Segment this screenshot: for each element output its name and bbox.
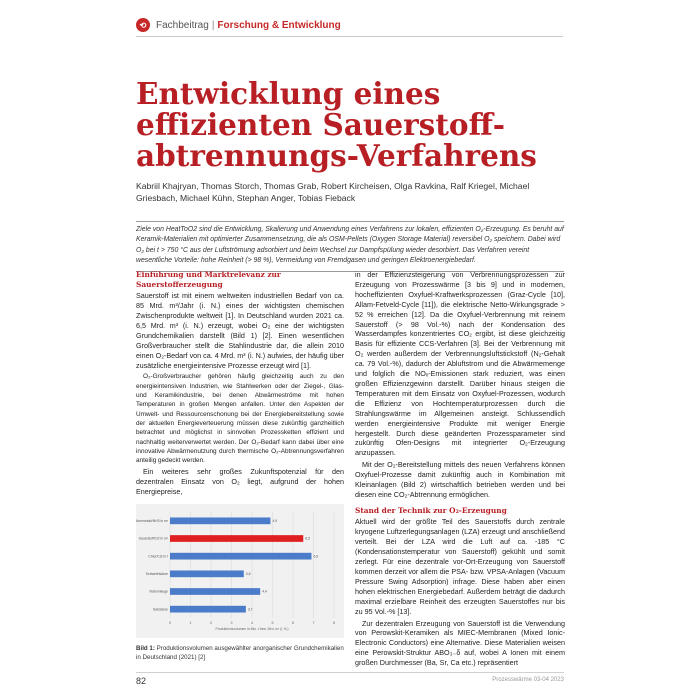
title-line: effizienten Sauerstoff-	[136, 107, 506, 142]
section-heading: Stand der Technik zur O₂-Erzeugung	[355, 505, 507, 515]
paragraph: Ein weiteres sehr großes Zukunftspotenzial für den dezentralen Einsatz von O₂ liegt, aufgrund der hohen Energiepreise,	[136, 467, 344, 497]
figure-caption	[136, 644, 344, 662]
title-line: abtrennungs-Verfahrens	[136, 138, 537, 173]
x-tick-label: 7	[312, 621, 315, 625]
bar	[170, 535, 303, 542]
x-axis-label: Produktionsvolumen in Mio. t bzw. Mrd. m³ (i. N.)	[215, 627, 289, 631]
bar	[170, 606, 246, 613]
category-label: Ammoniak/NH3 in m³	[136, 519, 168, 524]
journal-logo-icon: ⟲	[136, 18, 150, 32]
category-label: Schwefelsäure	[145, 572, 168, 577]
category-label: Sauerstoff/O2 in m³	[138, 536, 168, 541]
header-divider	[136, 36, 563, 37]
bar	[170, 570, 244, 577]
x-tick-label: 1	[189, 621, 192, 625]
paragraph: Sauerstoff ist mit einem weltweiten industriellen Bedarf von ca. 85 Mrd. m³/Jahr (i. N.) eines der wichtigsten chemischen Zwischenprodukte weltweit [1]. In Deutschland wurden 2021 ca. 6,5 Mrd. m³ (i. N.) erzeugt, wobei O₂ eine der wichtigsten Grundchemikalien darstellt (Bild 1) [2]. Einen wesentlichen Großverbraucher stellt die Stahlindustrie dar, die allein 2010 einen O₂-Bedarf von ca. 4 Mrd. m³ (i. N.) aufwies, der häufig über zusätzliche energieintensive Prozesse erzeugt wird [1].	[136, 291, 344, 370]
x-tick-label: 3	[230, 621, 233, 625]
header-category: Fachbeitrag	[156, 19, 209, 31]
x-tick-label: 2	[210, 621, 212, 625]
x-tick-label: 0	[169, 621, 171, 625]
category-label: Salzsäure	[152, 607, 168, 612]
paragraph: O₂-Großverbraucher gehören häufig gleichzeitig auch zu den energieintensiven Industrien, wie Stahlwerken oder der Ziegel-, Glas- und Keramikindustrie, bei denen Abwärmeströme mit hohen Temperaturen in großen Mengen anfallen. Unter den Aspekten der Umwelt- und Ressourcenschonung bei der Energiebereitstellung sowie der aktuellen Energieverteuerung müssen diese zukünftig ganzheitlich betrachtet und möglichst in sinnvollen Prozessketten effizient und nachhaltig weiterverwertet werden. Der O₂-Bedarf kann dabei über eine innovative Abwärmenutzung durch thermische O₂-Abtrennungsverfahren anteilig gedeckt werden.	[136, 373, 344, 465]
section-heading: Einführung und Marktrelevanz zur Sauerstofferzeugung	[136, 270, 281, 289]
footer-divider	[136, 672, 564, 673]
author-list: Kabriil Khajryan, Thomas Storch, Thomas Grab, Robert Kircheisen, Olga Ravkina, Ralf Kriegel, Michael Griesbach, Michael Kühn, Stephan Anger, Tobias Fieback	[136, 181, 530, 203]
abstract: Ziele von HeatToO2 sind die Entwicklung, Skalierung und Anwendung eines Verfahrens zur lokalen, effizienten O₂-Erzeugung. Es beruht auf Keramik-Materialien mit optimierter Zusammensetzung, die als OSM-Pellets (Oxygen Storage Material) reversibel O₂ speichern. Dabei wird O₂ bei t > 750 °C aus der Luftströmung adsorbiert und beim Wechsel zur Dampfspülung wieder desorbiert. Das Verfahren vereint wesentliche Vorteile: hohe Reinheit (> 98 %), Vermeidung von Fremdgasen und geringen Elektroenergiebedarf.	[136, 221, 564, 272]
x-tick-label: 6	[292, 621, 294, 625]
bar-chart-svg	[136, 504, 344, 638]
data-label: 4,4	[262, 589, 267, 594]
header-subcategory: Forschung & Entwicklung	[217, 19, 341, 31]
paragraph: Zur dezentralen Erzeugung von Sauerstoff ist die Verwendung von Perowskit-Keramiken als MIEC-Membranen (Mixed Ionic-Electronic Conductors) eine Alternative. Diese Materialien weisen eine Perowskit-Struktur ABO₃₋δ auf, wobei A Ionen mit einem großen Durchmesser (Ba, Sr, Ca etc.) repräsentiert	[355, 618, 565, 668]
x-tick-label: 8	[333, 621, 335, 625]
x-tick-label: 4	[251, 621, 253, 625]
data-label: 4,9	[272, 519, 278, 524]
figure-caption-text: Produktionsvolumen ausgewählter anorganischer Grundchemikalien in Deutschland (2021) [2]	[136, 645, 344, 661]
footer-source: Prozesswärme 03-04 2023	[492, 677, 564, 683]
right-column	[355, 270, 565, 670]
data-label: 6,5	[305, 536, 310, 541]
x-tick-label: 5	[271, 621, 274, 625]
paragraph: in der Effizienzsteigerung von Verbrennungsprozessen zur Erzeugung von Prozesswärme [3 bis 9] und in modernen, hocheffizienten Oxyfuel-Kraftwerksprozessen (Graz-Cycle [10], Allam-Fetveld-Cycle [11]), die elektrische Netto-Wirkungsgrade > 52 % erreichen [12]. Da die Oxyfuel-Verbrennung mit reinem Sauerstoff (> 98 Vol.-%) nach der Kondensation des Wasserdampfes konzentriertes CO₂ ergibt, ist diese gleichzeitig Basis für effiziente CCS-Verfahren [3]. Bei der Verbrennung mit O₂ werden außerdem der Verbrennungsluftstickstoff (N₂-Gehalt ca. 79 Vol.-%), dadurch der Abluftstrom und die Abwärmemenge und folglich die NOₓ-Emissionen stark reduziert, was einen großen Effizienzgewinn darstellt. Darüber hinaus steigen die Temperaturen mit dem Einsatz von Oxyfuel-Prozessen, wodurch die Effizienz von Hochtemperaturprozessen durch die Strahlungswärme im Allgemeinen ansteigt. Schlussendlich werden energieintensive Produkte mit weniger Energie hergestellt. Durch diese geänderten Prozessparameter sind zukünftig Ofen-Designs mit integrierter O₂-Erzeugung anzupassen.	[355, 270, 565, 458]
bar-chart	[136, 504, 344, 638]
bar	[170, 517, 270, 524]
data-label: 3,7	[247, 607, 253, 612]
header-separator: |	[211, 19, 215, 31]
bar	[170, 553, 311, 560]
title-line: Entwicklung eines	[136, 76, 441, 111]
page-header	[136, 17, 341, 33]
data-label: 6,9	[313, 554, 319, 559]
article-title	[136, 78, 576, 171]
data-label: 3,6	[245, 572, 251, 577]
paragraph: Aktuell wird der größte Teil des Sauerstoffs durch zentrale kryogene Luftzerlegungsanlagen (LZA) erzeugt und anschließend verteilt. Bei der LZA wird die Luft auf ca. -185 °C (Kondensationstemperatur von Sauerstoff) gekühlt und somit zerlegt. Für eine dezentrale vor-Ort-Erzeugung von Sauerstoff kommen derzeit vor allem die PSA- bzw. VPSA-Anlagen (Vacuum Pressure Swing Adsorption) infrage. Diese haben aber einen hohen elektrischen Energiebedarf. Außerdem beträgt die dadurch maximal erzielbare Reinheit des erzeugten Sauerstoffes nur bis zu 95 Vol.-% [13].	[355, 517, 565, 616]
paragraph: Mit der O₂-Bereitstellung mittels des neuen Verfahrens können Oxyfuel-Prozesse damit zukünftig auch in Kombination mit Kleinanlagen (Bild 2) wirtschaftlich betrieben werden und bei diesen eine CO₂-Abtrennung ermöglichen.	[355, 460, 565, 499]
figure-label: Bild 1:	[136, 645, 155, 652]
bar	[170, 588, 260, 595]
page-number: 82	[136, 676, 147, 686]
category-label: Chlor/Cl2 in t	[148, 554, 168, 559]
category-label: Natronlauge	[149, 589, 168, 594]
left-column	[136, 270, 344, 499]
